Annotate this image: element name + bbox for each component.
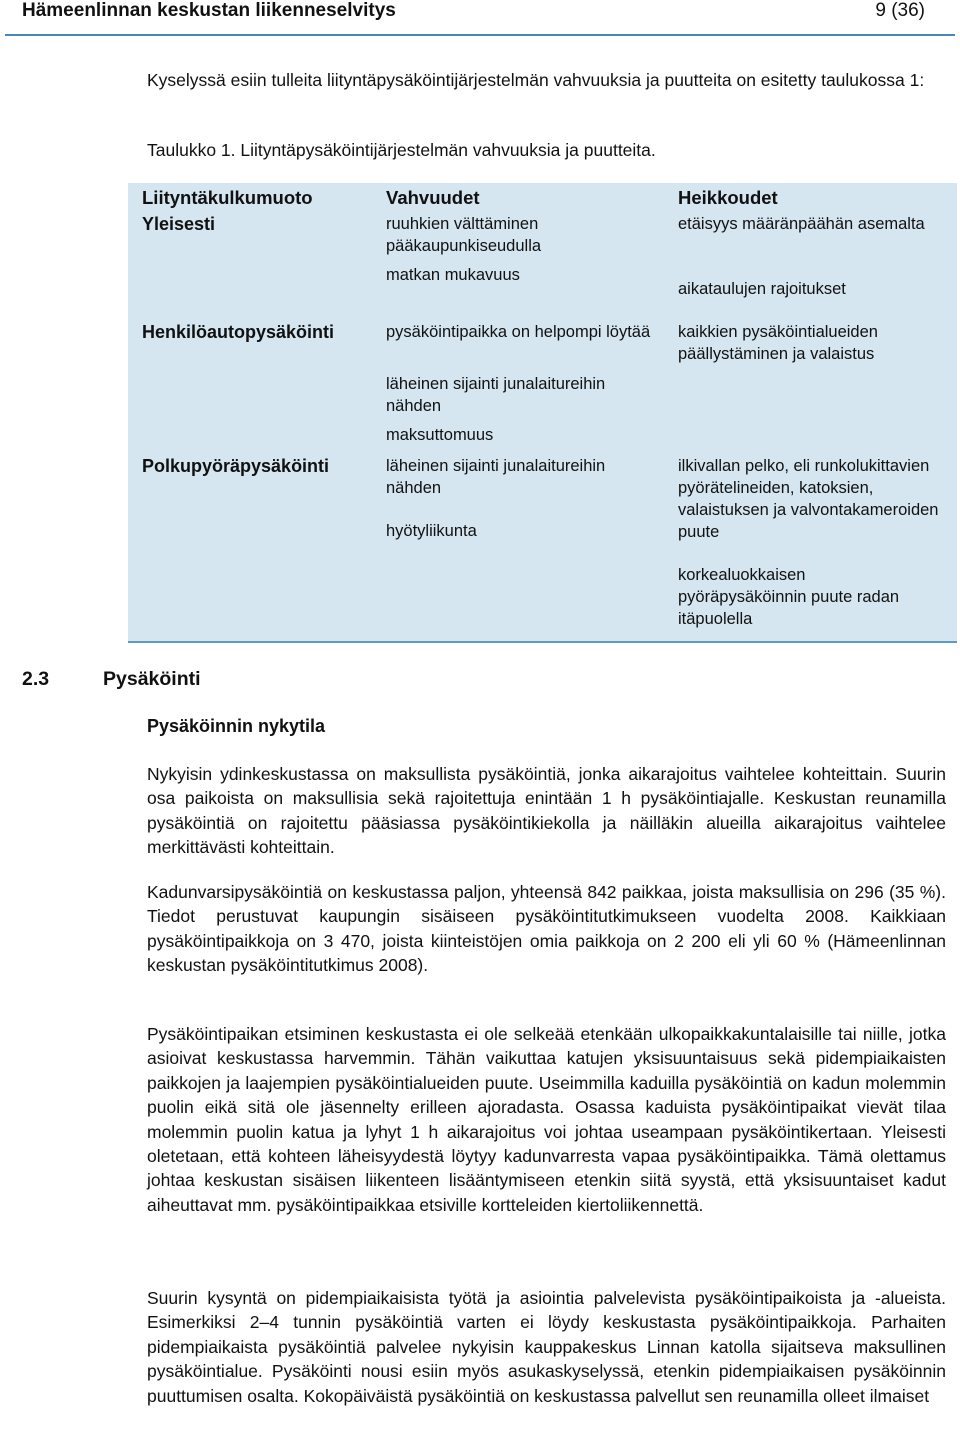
body-paragraph: Suurin kysyntä on pidempiaikaisista työtä ja asiointia palvelevista pysäköintipaikoista ja -alueista. Esimerkiksi 2–4 tunnin pysäköintiä varten ei löydy keskustasta pysäköintipaikkoja. Parhaiten pidempiaikaista pysäköintiä palvelee nykyisin kauppakeskus Linnan katolla sijaitseva maksullinen pysäköintialue. Pysäköinti nousi esiin myös asukaskyselyssä, etenkin pidempiaikaisen pysäköinnin puuttumisen osalta. Kokopäiväistä pysäköintiä on keskustassa palvellut sen reunamilla olleet ilmaiset: [147, 1288, 946, 1406]
weakness-cell: korkealuokkaisen pyöräpysäköinnin puute radan itäpuolella: [678, 566, 900, 628]
section-number: 2.3: [22, 668, 50, 690]
strength-cell: läheinen sijainti junalaitureihin nähden: [386, 457, 606, 497]
table-caption: Taulukko 1. Liityntäpysäköintijärjestelmän vahvuuksia ja puutteita.: [147, 140, 656, 160]
section-title: Pysäköinti: [103, 668, 201, 690]
strength-cell: ruuhkien välttäminen pääkaupunkiseudulla: [386, 215, 542, 255]
table-header-weaknesses: Heikkoudet: [678, 187, 778, 208]
weakness-cell: kaikkien pysäköintialueiden päällystäminen ja valaistus: [678, 323, 878, 363]
document-title: Hämeenlinnan keskustan liikenneselvitys: [22, 0, 396, 21]
subheading: Pysäköinnin nykytila: [147, 716, 326, 736]
strength-cell: maksuttomuus: [386, 426, 494, 444]
strength-cell: matkan mukavuus: [386, 266, 520, 284]
page-number: 9 (36): [875, 0, 925, 21]
intro-paragraph: Kyselyssä esiin tulleita liityntäpysäköintijärjestelmän vahvuuksia ja puutteita on esitetty taulukossa 1:: [147, 70, 925, 90]
weakness-cell: aikataulujen rajoitukset: [678, 280, 846, 298]
strength-cell: läheinen sijainti junalaitureihin nähden: [386, 375, 606, 415]
row-mode-general: Yleisesti: [142, 214, 216, 234]
page-header: [5, 0, 955, 36]
strength-cell: pysäköintipaikka on helpompi löytää: [386, 323, 651, 341]
strength-cell: hyötyliikunta: [386, 522, 477, 540]
body-paragraph: Pysäköintipaikan etsiminen keskustasta ei ole selkeää etenkään ulkopaikkakuntalaisille tai niille, jotka asioivat keskustassa harvemmin. Tähän vaikuttaa katujen yksisuuntaisuus sekä pidempiaikaisten paikkojen ja laajempien pysäköintialueiden puute. Useimmilla kaduilla pysäköintiä on kadun molemmin puolin eikä sitä ole jäsennelty erilleen ajoradasta. Osassa kaduista pysäköintipaikat vievät tilaa molemmin puolin katua ja lyhyt 1 h aikarajoitus voi johtaa useampaan pysäköintikertaan. Yleisesti oletetaan, että kohteen läheisyydestä löytyy kadunvarresta vapaa pysäköintipaikka. Tämä olettamus johtaa keskustan sisäisen liikenteen lisääntymiseen etenkin siitä syystä, että yksisuuntaiset kadut aiheuttavat mm. pysäköintipaikkaa etsiville kortteleiden kiertoliikennettä.: [147, 1024, 946, 1215]
row-mode-bicycle: Polkupyöräpysäköinti: [142, 456, 330, 476]
weakness-cell: ilkivallan pelko, eli runkolukittavien pyörätelineiden, katoksien, valaistuksen ja valvontakameroiden puute: [678, 457, 939, 541]
row-mode-car: Henkilöautopysäköinti: [142, 322, 335, 342]
weakness-cell: etäisyys määränpäähän asemalta: [678, 215, 925, 233]
body-paragraph: Nykyisin ydinkeskustassa on maksullista pysäköintiä, jonka aikarajoitus vaihtelee kohteittain. Suurin osa paikoista on maksullisia sekä rajoitettuja enintään 1 h pysäköintiajalle. Keskustan reunamilla pysäköintiä on rajoitettu pääsiassa pysäköintikiekolla ja näilläkin alueilla aikarajoitus vaihtelee merkittävästi kohteittain.: [147, 764, 946, 858]
table-header-mode: Liityntäkulkumuoto: [142, 187, 313, 208]
body-paragraph: Kadunvarsipysäköintiä on keskustassa paljon, yhteensä 842 paikkaa, joista maksullisia on 296 (35 %). Tiedot perustuvat kaupungin sisäiseen pysäköintitutkimukseen vuodelta 2008. Kaikkiaan pysäköintipaikkoja on 3 470, joista kiinteistöjen omia paikkoja on 2 200 eli yli 60 % (Hämeenlinnan keskustan pysäköintitutkimus 2008).: [147, 882, 946, 976]
table-header-strengths: Vahvuudet: [386, 187, 480, 208]
